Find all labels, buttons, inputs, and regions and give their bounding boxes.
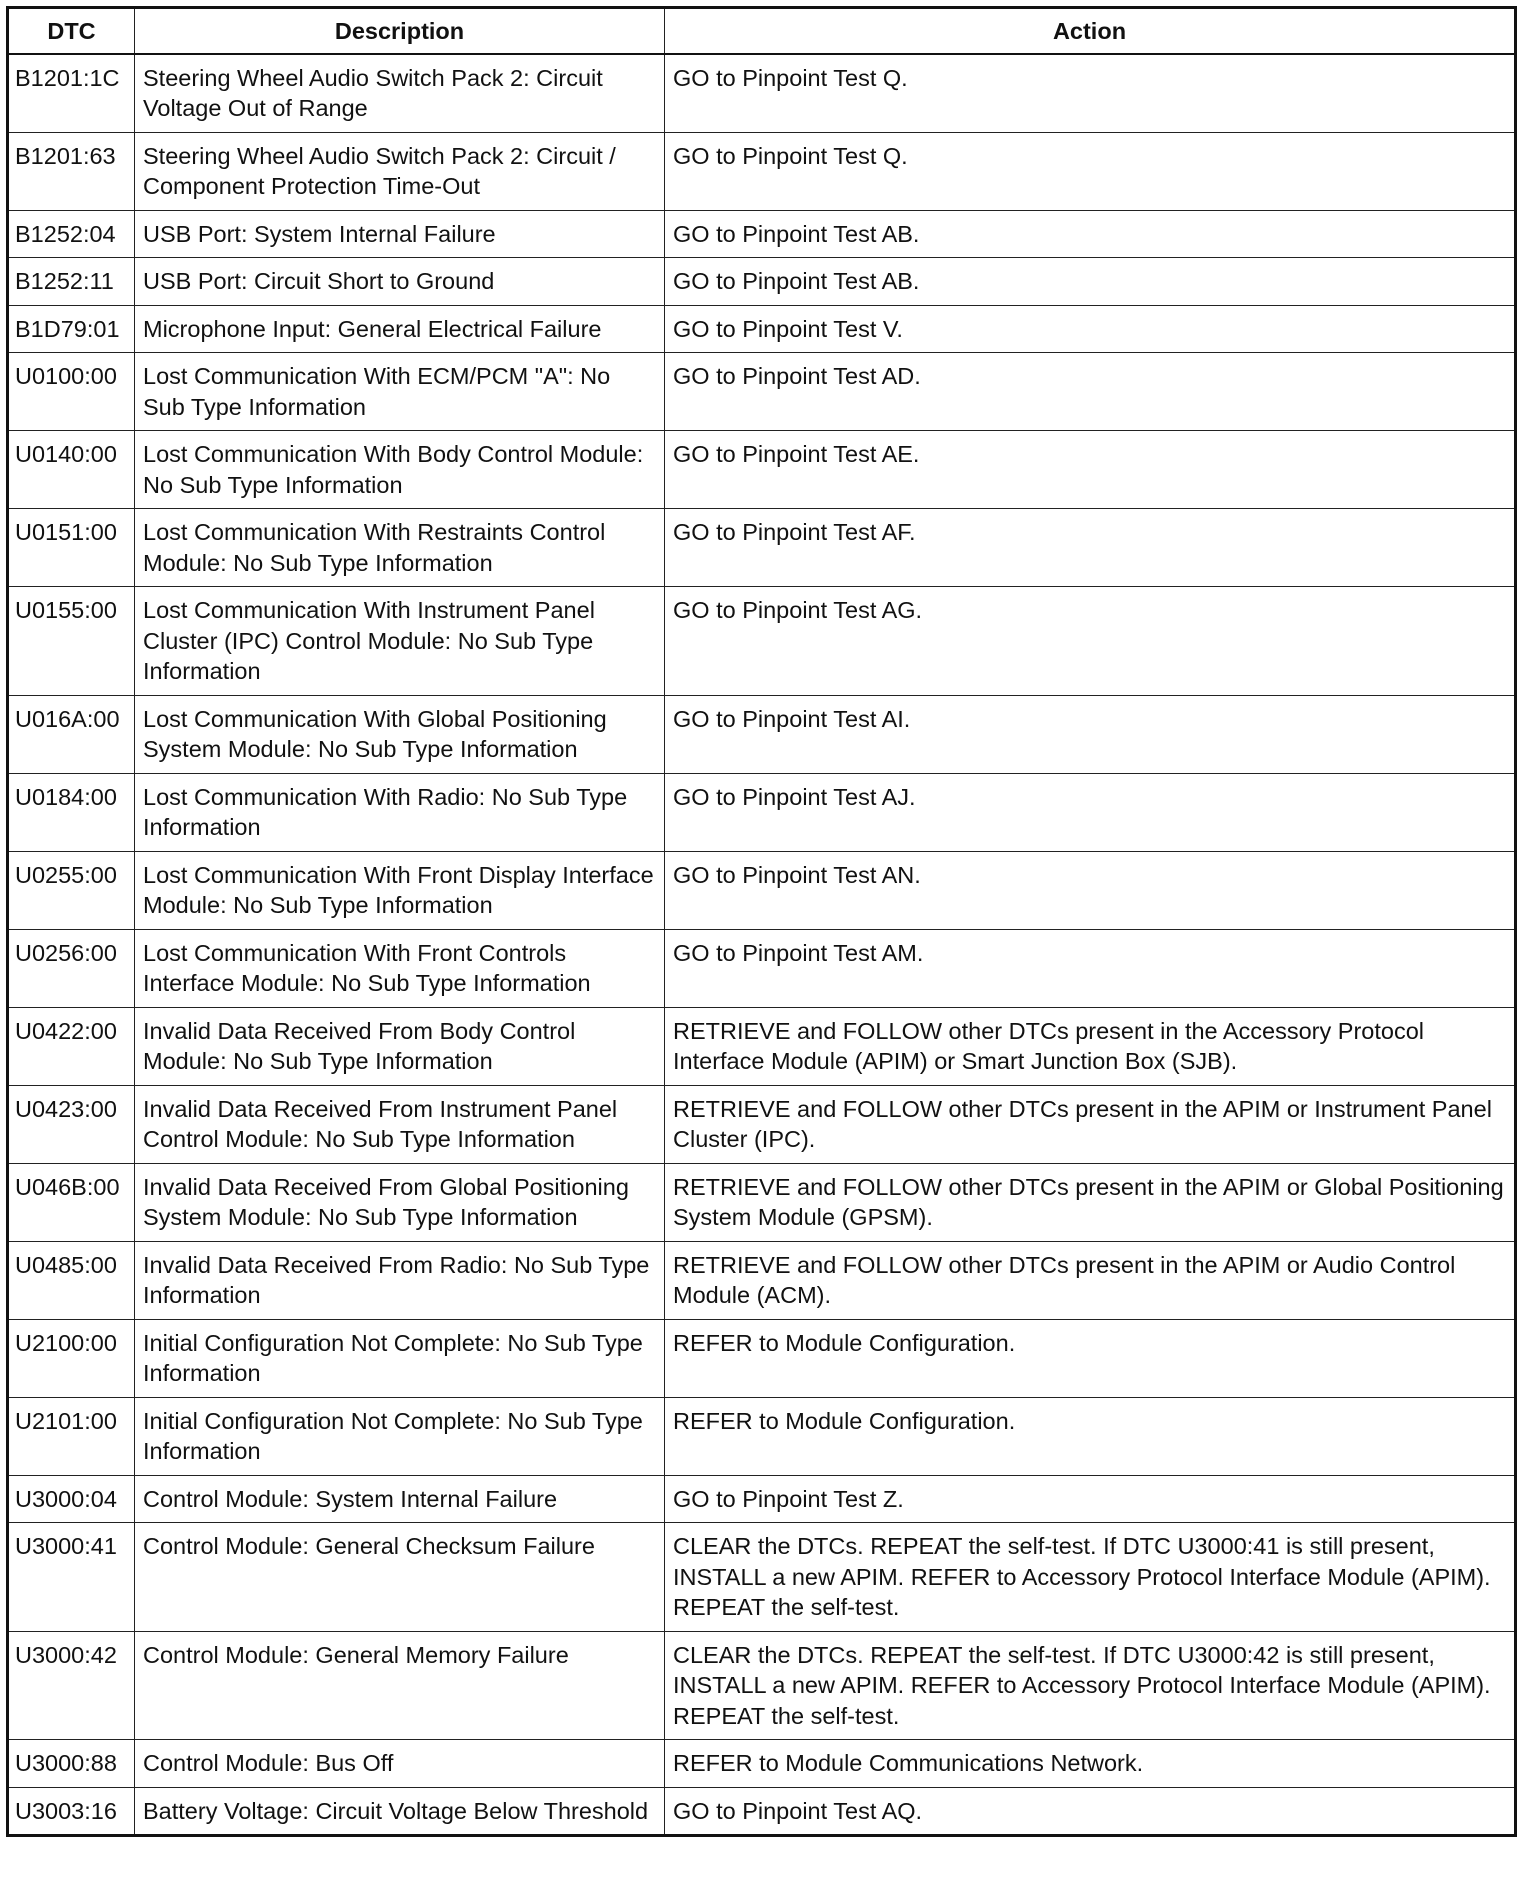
description-cell: Control Module: General Memory Failure — [135, 1631, 665, 1740]
description-cell: Invalid Data Received From Instrument Panel Control Module: No Sub Type Information — [135, 1085, 665, 1163]
dtc-code-cell: U3000:42 — [8, 1631, 135, 1740]
table-row — [8, 431, 1516, 509]
action-cell: REFER to Module Configuration. — [665, 1397, 1516, 1475]
description-cell: Lost Communication With Front Controls Interface Module: No Sub Type Information — [135, 929, 665, 1007]
dtc-code-cell: U0422:00 — [8, 1007, 135, 1085]
action-cell: RETRIEVE and FOLLOW other DTCs present in the APIM or Instrument Panel Cluster (IPC). — [665, 1085, 1516, 1163]
column-header-action: Action — [665, 8, 1516, 54]
column-header-dtc: DTC — [8, 8, 135, 54]
action-cell: GO to Pinpoint Test Q. — [665, 132, 1516, 210]
dtc-code-cell: U0100:00 — [8, 353, 135, 431]
column-header-description: Description — [135, 8, 665, 54]
dtc-code-cell: U0151:00 — [8, 509, 135, 587]
dtc-code-cell: U0256:00 — [8, 929, 135, 1007]
description-cell: Lost Communication With ECM/PCM "A": No Sub Type Information — [135, 353, 665, 431]
table-row — [8, 1475, 1516, 1523]
description-cell: Battery Voltage: Circuit Voltage Below Threshold — [135, 1787, 665, 1836]
dtc-code-cell: U0255:00 — [8, 851, 135, 929]
table-row — [8, 1241, 1516, 1319]
dtc-code-cell: U3000:04 — [8, 1475, 135, 1523]
action-cell: CLEAR the DTCs. REPEAT the self-test. If DTC U3000:42 is still present, INSTALL a new APIM. REFER to Accessory Protocol Interface Module (APIM). REPEAT the self-test. — [665, 1631, 1516, 1740]
table-row — [8, 1085, 1516, 1163]
description-cell: Lost Communication With Body Control Module: No Sub Type Information — [135, 431, 665, 509]
table-row — [8, 851, 1516, 929]
dtc-code-cell: U0423:00 — [8, 1085, 135, 1163]
dtc-code-cell: U2100:00 — [8, 1319, 135, 1397]
table-header — [8, 8, 1516, 54]
dtc-code-cell: U0485:00 — [8, 1241, 135, 1319]
action-cell: GO to Pinpoint Test Q. — [665, 54, 1516, 133]
table-row — [8, 695, 1516, 773]
action-cell: GO to Pinpoint Test AD. — [665, 353, 1516, 431]
action-cell: GO to Pinpoint Test AB. — [665, 258, 1516, 306]
dtc-code-cell: U3000:88 — [8, 1740, 135, 1788]
description-cell: Lost Communication With Instrument Panel Cluster (IPC) Control Module: No Sub Type Information — [135, 587, 665, 696]
action-cell: GO to Pinpoint Test AQ. — [665, 1787, 1516, 1836]
table-row — [8, 929, 1516, 1007]
dtc-table — [6, 6, 1517, 1837]
description-cell: Lost Communication With Radio: No Sub Type Information — [135, 773, 665, 851]
table-body — [8, 54, 1516, 1836]
dtc-code-cell: U3000:41 — [8, 1523, 135, 1632]
table-row — [8, 1163, 1516, 1241]
description-cell: Invalid Data Received From Global Positioning System Module: No Sub Type Information — [135, 1163, 665, 1241]
description-cell: Control Module: Bus Off — [135, 1740, 665, 1788]
action-cell: GO to Pinpoint Test Z. — [665, 1475, 1516, 1523]
action-cell: GO to Pinpoint Test AF. — [665, 509, 1516, 587]
table-row — [8, 1740, 1516, 1788]
table-row — [8, 353, 1516, 431]
action-cell: GO to Pinpoint Test AM. — [665, 929, 1516, 1007]
description-cell: Lost Communication With Restraints Control Module: No Sub Type Information — [135, 509, 665, 587]
dtc-code-cell: B1252:04 — [8, 210, 135, 258]
description-cell: Lost Communication With Front Display Interface Module: No Sub Type Information — [135, 851, 665, 929]
dtc-code-cell: B1252:11 — [8, 258, 135, 306]
dtc-code-cell: U3003:16 — [8, 1787, 135, 1836]
table-row — [8, 1523, 1516, 1632]
description-cell: Control Module: System Internal Failure — [135, 1475, 665, 1523]
action-cell: REFER to Module Configuration. — [665, 1319, 1516, 1397]
table-row — [8, 258, 1516, 306]
dtc-code-cell: U046B:00 — [8, 1163, 135, 1241]
description-cell: Lost Communication With Global Positioning System Module: No Sub Type Information — [135, 695, 665, 773]
table-row — [8, 1007, 1516, 1085]
table-row — [8, 509, 1516, 587]
action-cell: RETRIEVE and FOLLOW other DTCs present in the APIM or Global Positioning System Module (GPSM). — [665, 1163, 1516, 1241]
action-cell: GO to Pinpoint Test AN. — [665, 851, 1516, 929]
action-cell: CLEAR the DTCs. REPEAT the self-test. If DTC U3000:41 is still present, INSTALL a new APIM. REFER to Accessory Protocol Interface Module (APIM). REPEAT the self-test. — [665, 1523, 1516, 1632]
dtc-code-cell: U0140:00 — [8, 431, 135, 509]
dtc-code-cell: U016A:00 — [8, 695, 135, 773]
description-cell: Control Module: General Checksum Failure — [135, 1523, 665, 1632]
dtc-code-cell: B1201:1C — [8, 54, 135, 133]
dtc-code-cell: U0155:00 — [8, 587, 135, 696]
action-cell: GO to Pinpoint Test V. — [665, 305, 1516, 353]
table-row — [8, 1631, 1516, 1740]
action-cell: RETRIEVE and FOLLOW other DTCs present in the APIM or Audio Control Module (ACM). — [665, 1241, 1516, 1319]
table-row — [8, 305, 1516, 353]
table-row — [8, 210, 1516, 258]
description-cell: Invalid Data Received From Radio: No Sub Type Information — [135, 1241, 665, 1319]
description-cell: Steering Wheel Audio Switch Pack 2: Circuit / Component Protection Time-Out — [135, 132, 665, 210]
dtc-code-cell: B1D79:01 — [8, 305, 135, 353]
table-row — [8, 54, 1516, 133]
action-cell: GO to Pinpoint Test AJ. — [665, 773, 1516, 851]
action-cell: RETRIEVE and FOLLOW other DTCs present in the Accessory Protocol Interface Module (APIM) or Smart Junction Box (SJB). — [665, 1007, 1516, 1085]
table-row — [8, 1397, 1516, 1475]
header-row — [8, 8, 1516, 54]
description-cell: USB Port: System Internal Failure — [135, 210, 665, 258]
description-cell: USB Port: Circuit Short to Ground — [135, 258, 665, 306]
description-cell: Steering Wheel Audio Switch Pack 2: Circuit Voltage Out of Range — [135, 54, 665, 133]
dtc-code-cell: B1201:63 — [8, 132, 135, 210]
dtc-code-cell: U0184:00 — [8, 773, 135, 851]
action-cell: GO to Pinpoint Test AB. — [665, 210, 1516, 258]
table-row — [8, 1787, 1516, 1836]
action-cell: GO to Pinpoint Test AI. — [665, 695, 1516, 773]
action-cell: GO to Pinpoint Test AE. — [665, 431, 1516, 509]
action-cell: REFER to Module Communications Network. — [665, 1740, 1516, 1788]
description-cell: Invalid Data Received From Body Control Module: No Sub Type Information — [135, 1007, 665, 1085]
dtc-code-cell: U2101:00 — [8, 1397, 135, 1475]
description-cell: Initial Configuration Not Complete: No Sub Type Information — [135, 1319, 665, 1397]
action-cell: GO to Pinpoint Test AG. — [665, 587, 1516, 696]
description-cell: Initial Configuration Not Complete: No Sub Type Information — [135, 1397, 665, 1475]
description-cell: Microphone Input: General Electrical Failure — [135, 305, 665, 353]
table-row — [8, 132, 1516, 210]
table-row — [8, 773, 1516, 851]
table-row — [8, 1319, 1516, 1397]
table-row — [8, 587, 1516, 696]
